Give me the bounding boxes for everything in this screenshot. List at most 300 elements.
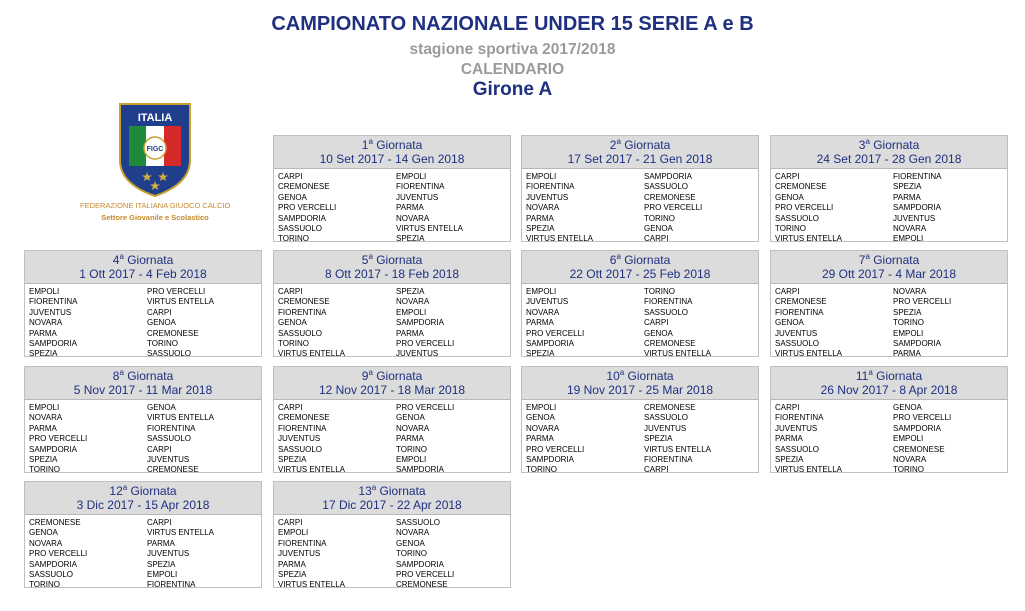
figc-shield-icon — [117, 102, 193, 198]
home-team: PARMA — [29, 423, 57, 433]
away-team: EMPOLI — [893, 234, 924, 244]
calendar-subtitle: CALENDARIO — [460, 61, 565, 78]
home-team: EMPOLI — [526, 172, 557, 181]
match-row — [278, 349, 510, 359]
logo-sector-text: Settore Giovanile e Scolastico — [101, 213, 209, 222]
giornata-card-1 — [273, 135, 511, 242]
home-team: SASSUOLO — [775, 213, 820, 223]
home-team: NOVARA — [526, 307, 560, 317]
match-row — [278, 172, 510, 182]
away-team: CREMONESE — [396, 580, 448, 590]
match-row — [526, 203, 758, 213]
away-team: TORINO — [644, 287, 675, 296]
match-row — [278, 528, 510, 538]
match-row — [775, 455, 1007, 465]
giornata-title: 3$^a$ Giornata — [858, 137, 920, 152]
match-row — [29, 528, 261, 538]
match-row — [775, 203, 1007, 213]
giornata-header — [771, 251, 1007, 284]
home-team: NOVARA — [29, 413, 63, 423]
home-team: CARPI — [278, 403, 303, 412]
match-row — [775, 224, 1007, 234]
away-team: GENOA — [893, 403, 922, 412]
match-row — [278, 445, 510, 455]
away-team: CREMONESE — [644, 338, 696, 348]
home-team: EMPOLI — [29, 403, 60, 412]
away-team: EMPOLI — [396, 307, 427, 317]
home-team: PRO VERCELLI — [29, 434, 88, 444]
match-row — [29, 570, 261, 580]
home-team: TORINO — [526, 465, 557, 475]
giornata-title: 5$^a$ Giornata — [361, 252, 423, 267]
away-team: TORINO — [396, 549, 427, 559]
match-row — [29, 339, 261, 349]
match-row — [526, 434, 758, 444]
away-team: SPEZIA — [147, 559, 176, 569]
home-team: CREMONESE — [278, 413, 330, 423]
home-team: SASSUOLO — [278, 223, 323, 233]
giornata-title: 11$^a$ Giornata — [855, 368, 923, 383]
match-row — [775, 182, 1007, 192]
match-row — [278, 234, 510, 244]
away-team: NOVARA — [396, 213, 430, 223]
match-row — [278, 339, 510, 349]
match-row — [526, 308, 758, 318]
away-team: GENOA — [644, 328, 673, 338]
match-row — [775, 308, 1007, 318]
home-team: VIRTUS ENTELLA — [278, 580, 345, 590]
match-list — [274, 515, 510, 591]
giornata-header — [274, 136, 510, 169]
match-row — [526, 234, 758, 244]
giornata-header — [274, 251, 510, 284]
away-team: CREMONESE — [147, 465, 199, 475]
away-team: VIRTUS ENTELLA — [644, 349, 711, 359]
home-team: SPEZIA — [29, 454, 58, 464]
match-row — [29, 287, 261, 297]
giornata-title: 10$^a$ Giornata — [606, 368, 674, 383]
match-row — [526, 349, 758, 359]
away-team: TORINO — [147, 338, 178, 348]
away-team: CREMONESE — [644, 403, 696, 412]
giornata-dates: 24 Set 2017 - 28 Gen 2018 — [816, 152, 962, 166]
match-row — [526, 287, 758, 297]
home-team: CREMONESE — [775, 182, 827, 192]
giornata-card-13 — [273, 481, 511, 588]
giornata-title: 12$^a$ Giornata — [109, 483, 177, 498]
giornata-card-5 — [273, 250, 511, 357]
home-team: TORINO — [278, 234, 309, 244]
away-team: SPEZIA — [893, 307, 922, 317]
home-team: CREMONESE — [278, 297, 330, 307]
home-team: EMPOLI — [526, 287, 557, 296]
match-row — [29, 539, 261, 549]
giornata-card-10 — [521, 366, 759, 473]
home-team: CARPI — [278, 518, 303, 527]
match-row — [526, 424, 758, 434]
away-team: TORINO — [396, 444, 427, 454]
away-team: NOVARA — [396, 423, 430, 433]
home-team: SAMPDORIA — [526, 338, 575, 348]
home-team: PARMA — [29, 328, 57, 338]
giornata-card-2 — [521, 135, 759, 242]
match-row — [278, 518, 510, 528]
match-row — [278, 403, 510, 413]
match-row — [526, 403, 758, 413]
away-team: CARPI — [644, 465, 669, 475]
svg-text:ITALIA: ITALIA — [137, 112, 173, 124]
home-team: GENOA — [775, 318, 804, 328]
home-team: TORINO — [278, 338, 309, 348]
home-team: NOVARA — [29, 318, 63, 328]
away-team: EMPOLI — [893, 328, 924, 338]
away-team: TORINO — [893, 318, 924, 328]
away-team: JUVENTUS — [147, 454, 190, 464]
match-row — [278, 455, 510, 465]
home-team: SPEZIA — [526, 223, 555, 233]
home-team: PRO VERCELLI — [29, 549, 88, 559]
match-row — [29, 349, 261, 359]
match-row — [526, 465, 758, 475]
away-team: SASSUOLO — [644, 307, 689, 317]
home-team: SAMPDORIA — [526, 454, 575, 464]
away-team: PARMA — [396, 203, 424, 213]
away-team: PARMA — [893, 192, 921, 202]
giornata-dates: 5 Nov 2017 - 11 Mar 2018 — [73, 383, 213, 397]
home-team: VIRTUS ENTELLA — [278, 349, 345, 359]
away-team: PARMA — [893, 349, 921, 359]
match-row — [278, 424, 510, 434]
logo-federation-text: FEDERAZIONE ITALIANA GIUOCO CALCIO — [80, 201, 231, 210]
home-team: CREMONESE — [29, 518, 81, 527]
giornata-header — [771, 136, 1007, 169]
home-team: SASSUOLO — [775, 338, 820, 348]
away-team: JUVENTUS — [147, 549, 190, 559]
away-team: SASSUOLO — [644, 413, 689, 423]
giornata-title: 7$^a$ Giornata — [858, 252, 920, 267]
away-team: SASSUOLO — [147, 349, 192, 359]
match-row — [775, 434, 1007, 444]
away-team: SPEZIA — [396, 287, 425, 296]
match-row — [278, 287, 510, 297]
giornata-dates: 19 Nov 2017 - 25 Mar 2018 — [566, 383, 714, 397]
home-team: CARPI — [278, 287, 303, 296]
away-team: FIORENTINA — [644, 297, 693, 307]
home-team: VIRTUS ENTELLA — [775, 349, 842, 359]
match-row — [29, 445, 261, 455]
match-row — [526, 193, 758, 203]
away-team: PRO VERCELLI — [396, 569, 455, 579]
match-row — [278, 570, 510, 580]
away-team: SASSUOLO — [147, 434, 192, 444]
home-team: VIRTUS ENTELLA — [775, 234, 842, 244]
home-team: SAMPDORIA — [29, 559, 78, 569]
match-list — [771, 284, 1007, 360]
giornata-header — [274, 367, 510, 400]
match-list — [274, 284, 510, 360]
away-team: CREMONESE — [893, 444, 945, 454]
away-team: SAMPDORIA — [396, 465, 445, 475]
match-row — [278, 193, 510, 203]
season-subtitle: stagione sportiva 2017/2018 — [409, 41, 616, 58]
home-team: JUVENTUS — [775, 328, 818, 338]
giornata-header — [522, 136, 758, 169]
home-team: JUVENTUS — [29, 307, 72, 317]
match-row — [278, 297, 510, 307]
away-team: SPEZIA — [893, 182, 922, 192]
away-team: PRO VERCELLI — [644, 203, 703, 213]
match-row — [29, 518, 261, 528]
match-row — [278, 413, 510, 423]
home-team: NOVARA — [29, 538, 63, 548]
figc-logo — [80, 102, 230, 227]
away-team: VIRTUS ENTELLA — [396, 223, 463, 233]
home-team: EMPOLI — [278, 528, 309, 538]
giornata-dates: 3 Dic 2017 - 15 Apr 2018 — [76, 498, 210, 512]
giornata-title: 1$^a$ Giornata — [361, 137, 423, 152]
home-team: CREMONESE — [775, 297, 827, 307]
giornata-title: 9$^a$ Giornata — [361, 368, 423, 383]
away-team: NOVARA — [396, 297, 430, 307]
match-row — [526, 172, 758, 182]
home-team: PRO VERCELLI — [278, 203, 337, 213]
match-row — [775, 339, 1007, 349]
giornata-card-12 — [24, 481, 262, 588]
match-row — [278, 549, 510, 559]
match-row — [526, 214, 758, 224]
giornata-dates: 12 Nov 2017 - 18 Mar 2018 — [318, 383, 466, 397]
home-team: SAMPDORIA — [278, 213, 327, 223]
match-row — [29, 549, 261, 559]
giornata-dates: 29 Ott 2017 - 4 Mar 2018 — [821, 267, 957, 281]
match-row — [775, 465, 1007, 475]
away-team: GENOA — [147, 403, 176, 412]
home-team: PRO VERCELLI — [775, 203, 834, 213]
match-list — [25, 400, 261, 476]
match-list — [522, 284, 758, 360]
home-team: FIORENTINA — [278, 423, 327, 433]
match-row — [775, 287, 1007, 297]
match-row — [526, 339, 758, 349]
match-row — [29, 560, 261, 570]
home-team: JUVENTUS — [526, 297, 569, 307]
giornata-card-4 — [24, 250, 262, 357]
home-team: CARPI — [278, 172, 303, 181]
match-row — [526, 182, 758, 192]
home-team: PARMA — [526, 318, 554, 328]
away-team: PARMA — [396, 328, 424, 338]
away-team: FIORENTINA — [644, 454, 693, 464]
giornata-dates: 17 Set 2017 - 21 Gen 2018 — [567, 152, 713, 166]
away-team: PARMA — [147, 538, 175, 548]
giornata-header — [274, 482, 510, 515]
home-team: SASSUOLO — [278, 444, 323, 454]
giornata-header — [25, 482, 261, 515]
giornata-card-3 — [770, 135, 1008, 242]
match-row — [29, 424, 261, 434]
home-team: VIRTUS ENTELLA — [526, 234, 593, 244]
away-team: FIORENTINA — [147, 580, 196, 590]
match-row — [775, 193, 1007, 203]
home-team: CARPI — [775, 287, 800, 296]
home-team: FIORENTINA — [29, 297, 78, 307]
away-team: PRO VERCELLI — [396, 403, 455, 412]
match-list — [274, 169, 510, 245]
away-team: JUVENTUS — [644, 423, 687, 433]
match-row — [775, 424, 1007, 434]
home-team: PARMA — [775, 434, 803, 444]
match-row — [29, 434, 261, 444]
home-team: FIORENTINA — [775, 307, 824, 317]
home-team: SPEZIA — [278, 569, 307, 579]
match-row — [526, 329, 758, 339]
match-row — [278, 318, 510, 328]
away-team: PRO VERCELLI — [893, 297, 952, 307]
match-row — [29, 318, 261, 328]
match-list — [522, 400, 758, 476]
home-team: TORINO — [775, 223, 806, 233]
away-team: CARPI — [644, 234, 669, 244]
away-team: SAMPDORIA — [396, 559, 445, 569]
away-team: GENOA — [644, 223, 673, 233]
away-team: PARMA — [396, 434, 424, 444]
giornata-title: 2$^a$ Giornata — [609, 137, 671, 152]
away-team: EMPOLI — [893, 434, 924, 444]
giornata-header — [25, 367, 261, 400]
match-row — [775, 413, 1007, 423]
match-row — [526, 297, 758, 307]
home-team: PARMA — [526, 434, 554, 444]
home-team: FIORENTINA — [278, 307, 327, 317]
home-team: FIORENTINA — [278, 538, 327, 548]
match-row — [29, 465, 261, 475]
away-team: CARPI — [644, 318, 669, 328]
match-row — [278, 329, 510, 339]
match-row — [29, 580, 261, 590]
away-team: JUVENTUS — [396, 192, 439, 202]
match-row — [278, 203, 510, 213]
away-team: JUVENTUS — [396, 349, 439, 359]
match-row — [278, 465, 510, 475]
away-team: CARPI — [147, 518, 172, 527]
home-team: SPEZIA — [278, 454, 307, 464]
match-row — [775, 234, 1007, 244]
away-team: CREMONESE — [147, 328, 199, 338]
home-team: SPEZIA — [526, 349, 555, 359]
home-team: NOVARA — [526, 203, 560, 213]
away-team: CARPI — [147, 444, 172, 454]
away-team: CREMONESE — [644, 192, 696, 202]
home-team: JUVENTUS — [278, 434, 321, 444]
home-team: JUVENTUS — [526, 192, 569, 202]
giornata-dates: 10 Set 2017 - 14 Gen 2018 — [319, 152, 465, 166]
away-team: SASSUOLO — [396, 518, 441, 527]
home-team: GENOA — [278, 318, 307, 328]
match-row — [526, 318, 758, 328]
home-team: VIRTUS ENTELLA — [775, 465, 842, 475]
home-team: GENOA — [278, 192, 307, 202]
match-row — [526, 445, 758, 455]
away-team: TORINO — [644, 213, 675, 223]
home-team: TORINO — [29, 465, 60, 475]
away-team: PRO VERCELLI — [396, 338, 455, 348]
away-team: SAMPDORIA — [644, 172, 693, 181]
match-row — [278, 308, 510, 318]
away-team: GENOA — [147, 318, 176, 328]
match-row — [29, 329, 261, 339]
home-team: VIRTUS ENTELLA — [278, 465, 345, 475]
match-row — [29, 413, 261, 423]
home-team: TORINO — [29, 580, 60, 590]
away-team: SAMPDORIA — [893, 423, 942, 433]
giornata-card-6 — [521, 250, 759, 357]
giornata-card-7 — [770, 250, 1008, 357]
page-title: CAMPIONATO NAZIONALE UNDER 15 SERIE A e B — [271, 13, 754, 35]
away-team: PRO VERCELLI — [893, 413, 952, 423]
match-list — [25, 284, 261, 360]
match-row — [526, 224, 758, 234]
home-team: NOVARA — [526, 423, 560, 433]
away-team: SPEZIA — [396, 234, 425, 244]
home-team: SAMPDORIA — [29, 338, 78, 348]
group-title: Girone A — [472, 79, 553, 100]
home-team: SPEZIA — [29, 349, 58, 359]
home-team: SASSUOLO — [29, 569, 74, 579]
match-list — [25, 515, 261, 591]
match-row — [775, 445, 1007, 455]
match-row — [278, 580, 510, 590]
match-row — [775, 318, 1007, 328]
home-team: PARMA — [526, 213, 554, 223]
home-team: PRO VERCELLI — [526, 444, 585, 454]
match-row — [775, 349, 1007, 359]
giornata-dates: 8 Ott 2017 - 18 Feb 2018 — [324, 267, 460, 281]
away-team: GENOA — [396, 538, 425, 548]
home-team: GENOA — [526, 413, 555, 423]
home-team: GENOA — [29, 528, 58, 538]
home-team: GENOA — [775, 192, 804, 202]
away-team: NOVARA — [893, 287, 927, 296]
home-team: JUVENTUS — [775, 423, 818, 433]
away-team: TORINO — [893, 465, 924, 475]
match-row — [29, 297, 261, 307]
away-team: VIRTUS ENTELLA — [644, 444, 711, 454]
home-team: PRO VERCELLI — [526, 328, 585, 338]
away-team: VIRTUS ENTELLA — [147, 297, 214, 307]
away-team: JUVENTUS — [893, 213, 936, 223]
home-team: CARPI — [775, 172, 800, 181]
away-team: FIORENTINA — [893, 172, 942, 181]
away-team: VIRTUS ENTELLA — [147, 413, 214, 423]
match-list — [274, 400, 510, 476]
match-row — [775, 214, 1007, 224]
match-row — [775, 297, 1007, 307]
match-row — [29, 403, 261, 413]
home-team: FIORENTINA — [526, 182, 575, 192]
away-team: EMPOLI — [147, 569, 178, 579]
away-team: VIRTUS ENTELLA — [147, 528, 214, 538]
svg-text:FIGC: FIGC — [146, 146, 164, 153]
away-team: NOVARA — [396, 528, 430, 538]
giornata-header — [522, 251, 758, 284]
match-list — [522, 169, 758, 245]
away-team: SPEZIA — [644, 434, 673, 444]
away-team: SAMPDORIA — [396, 318, 445, 328]
giornata-dates: 17 Dic 2017 - 22 Apr 2018 — [322, 498, 462, 512]
match-row — [278, 182, 510, 192]
home-team: SAMPDORIA — [29, 444, 78, 454]
giornata-card-8 — [24, 366, 262, 473]
